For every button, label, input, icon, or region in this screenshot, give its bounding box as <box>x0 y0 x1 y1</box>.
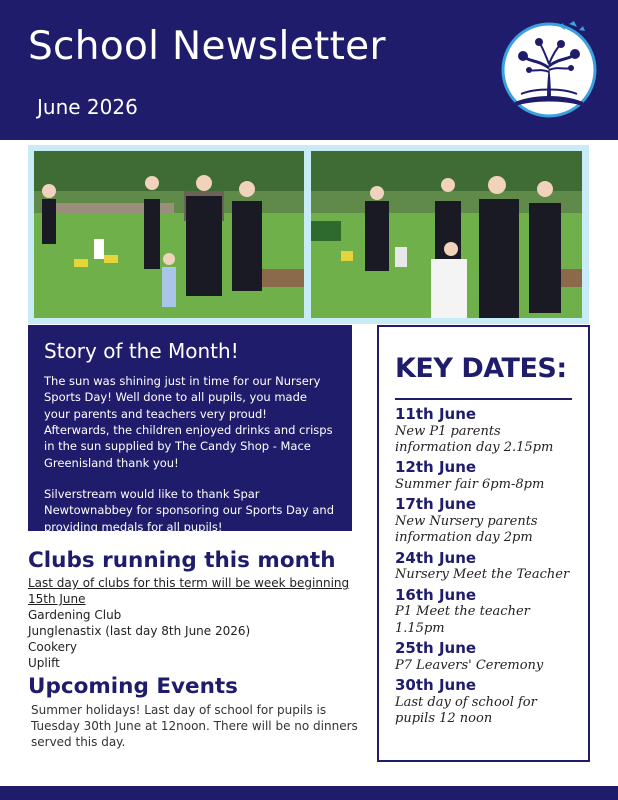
upcoming-events-section <box>28 674 358 751</box>
key-date-description: Summer fair 6pm-8pm <box>395 477 545 492</box>
key-date-date: 16th June <box>395 585 477 604</box>
sports-day-photo-left <box>34 151 304 318</box>
footer-bar <box>0 786 618 800</box>
list-item: Junglenastix (last day 8th June 2026) <box>28 623 251 638</box>
list-item: Gardening Club <box>28 607 122 622</box>
divider <box>395 398 572 400</box>
clubs-heading: Clubs running this month <box>28 548 336 573</box>
clubs-list <box>28 608 358 672</box>
list-item <box>395 586 572 637</box>
list-item <box>395 639 572 674</box>
story-paragraph: Silverstream would like to thank Spar Newtownabbey for sponsoring our Sports Day and providing medals for all pupils! <box>44 486 335 534</box>
key-date-date: 24th June <box>395 548 477 567</box>
story-paragraph: The sun was shining just in time for our Nursery Sports Day! Well done to all pupils, you made your parents and teachers very proud! Afterwards, the children enjoyed drinks and crisps in the sun supplied by The Candy Shop - Mace Greenisland thank you! <box>44 374 333 470</box>
list-item: Uplift <box>28 655 60 670</box>
story-heading: Story of the Month! <box>44 339 239 363</box>
key-date-date: 30th June <box>395 675 477 694</box>
sports-day-photo-right <box>311 151 582 318</box>
clubs-section <box>28 548 358 672</box>
tree-with-doves-icon <box>499 20 599 120</box>
key-date-date: 11th June <box>395 405 477 423</box>
key-date-description: P1 Meet the teacher 1.15pm <box>395 604 530 636</box>
key-dates-panel <box>377 325 590 762</box>
key-date-description: Nursery Meet the Teacher <box>395 567 570 583</box>
key-date-description: Last day of school for pupils 12 noon <box>395 694 537 726</box>
key-date-date: 17th June <box>395 495 477 514</box>
list-item <box>395 405 572 456</box>
newsletter-title: School Newsletter <box>28 24 386 69</box>
key-date-description: New Nursery parents information day 2pm <box>395 514 538 546</box>
key-dates-heading: KEY DATES: <box>395 353 567 384</box>
events-heading: Upcoming Events <box>28 674 238 699</box>
list-item: Cookery <box>28 639 78 654</box>
newsletter-date: June 2026 <box>37 95 138 119</box>
header-banner <box>0 0 618 140</box>
story-of-the-month <box>28 325 352 534</box>
clubs-note: Last day of clubs for this term will be week beginning 15th June <box>28 576 350 606</box>
key-date-description: P7 Leavers' Ceremony <box>395 657 544 673</box>
list-item <box>395 495 572 546</box>
photo-strip <box>28 145 589 324</box>
list-item <box>395 676 572 727</box>
key-date-date: 12th June <box>395 458 477 477</box>
key-date-date: 25th June <box>395 638 477 657</box>
events-text: Summer holidays! Last day of school for pupils is Tuesday 30th June at 12noon. There will be no dinners served this day. <box>31 703 358 750</box>
list-item <box>395 458 572 493</box>
key-date-description: New P1 parents information day 2.15pm <box>395 423 554 455</box>
list-item <box>395 549 572 584</box>
